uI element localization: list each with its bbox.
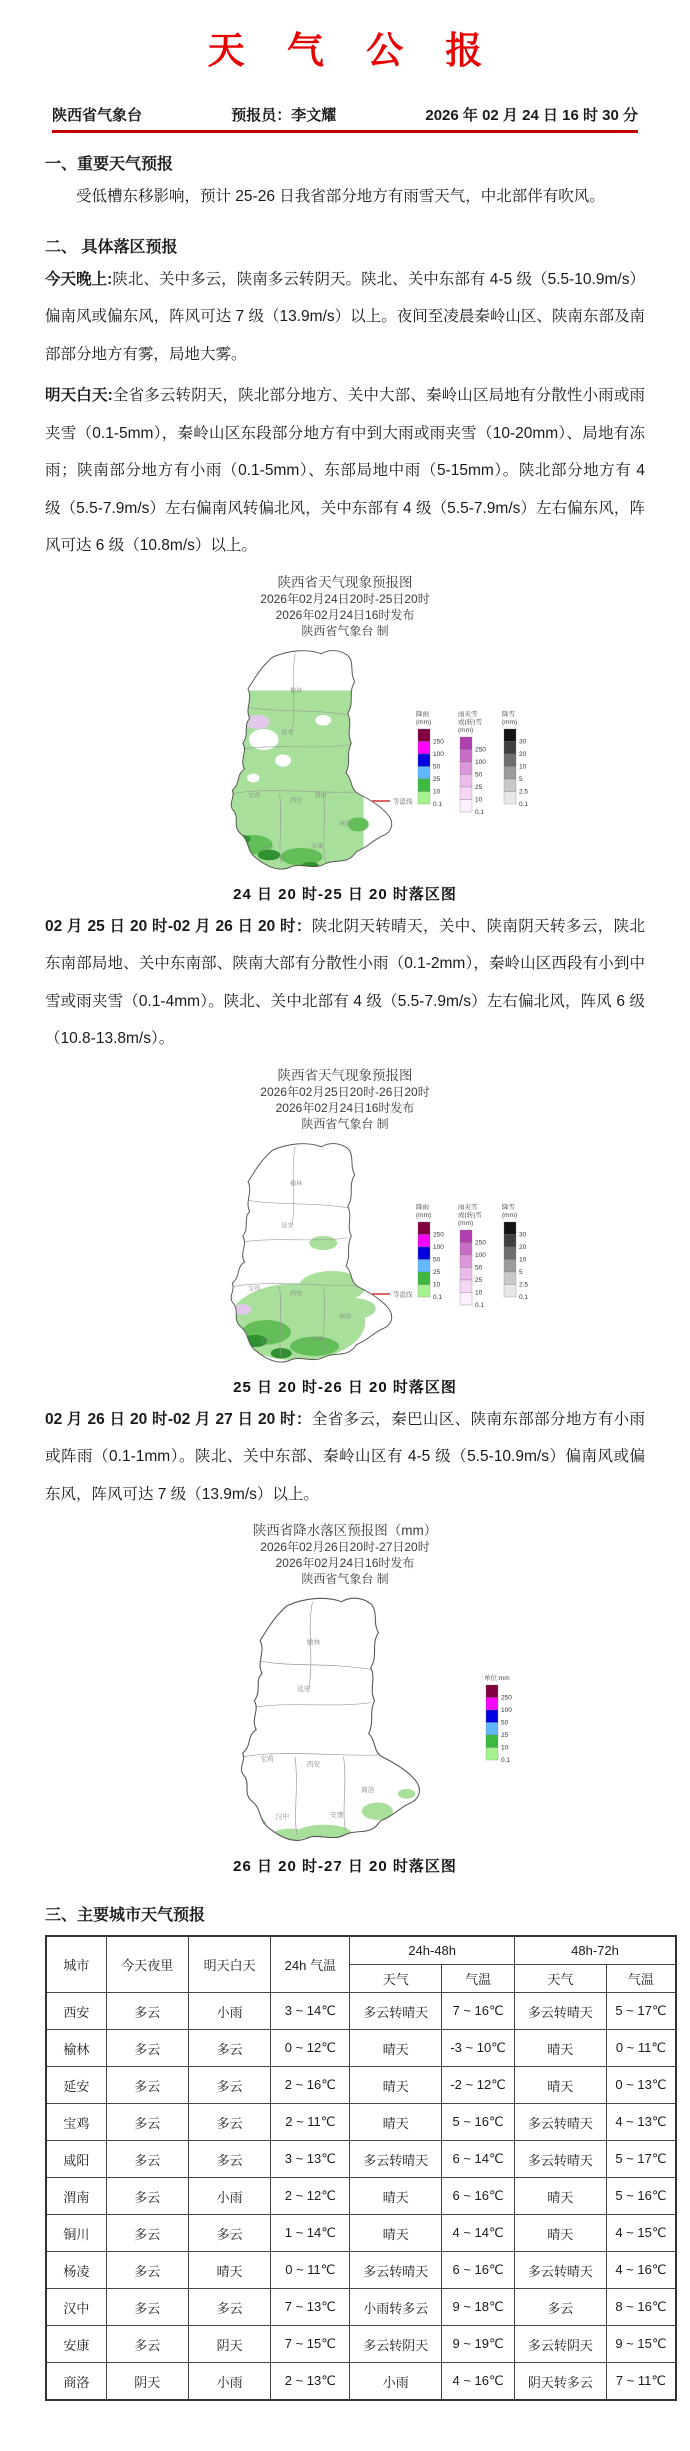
svg-text:50: 50 (433, 1256, 441, 1263)
table-cell: 多云转阴天 (514, 2326, 606, 2363)
table-cell: 2 ~ 12℃ (271, 2178, 350, 2215)
byline-datetime: 2026 年 02 月 24 日 16 时 30 分 (425, 107, 638, 124)
svg-text:50: 50 (475, 771, 483, 778)
map1-header (0, 575, 690, 639)
map1-caption: 24 日 20 时-25 日 20 时落区图 (233, 885, 457, 903)
svg-text:降雪: 降雪 (502, 710, 515, 718)
svg-text:250: 250 (433, 1231, 444, 1238)
section1-heading: 一、重要天气预报 (45, 156, 174, 173)
city-name: 延安 (46, 2067, 106, 2104)
table-cell: 阴天转多云 (514, 2363, 606, 2401)
day2-para: 02 月 25 日 20 时-02 月 26 日 20 时：陕北阴天转晴天，关中、陕南阴天转多云，陕北东南部局地、关中东南部、陕南大部有分散性小雨（0.1-2mm），秦岭山区西段有小到中雪或雨夹雪（0.1-4mm）。陕北、关中北部有 4 级（5.5-7.9m/s）左右偏北风，阵风 6 级（10.8-13.8m/s）。 (45, 917, 645, 1047)
svg-text:30: 30 (519, 738, 527, 745)
city-name: 商洛 (46, 2363, 106, 2401)
svg-text:250: 250 (475, 746, 486, 753)
svg-text:(mm): (mm) (458, 726, 474, 734)
svg-text:25: 25 (475, 783, 483, 791)
table-cell: 0 ~ 12℃ (271, 2030, 350, 2067)
tomorrow-label: 明天白天: (45, 387, 113, 404)
svg-text:100: 100 (475, 758, 486, 766)
legend-sleet-bar (458, 709, 486, 816)
svg-text:2.5: 2.5 (519, 1281, 529, 1288)
map-block-3 (0, 1523, 690, 1876)
svg-text:0.1: 0.1 (501, 1757, 511, 1764)
table-cell: 多云 (106, 2178, 188, 2215)
table-cell: 4 ~ 14℃ (442, 2215, 515, 2252)
svg-text:(mm): (mm) (502, 1211, 518, 1219)
svg-text:10: 10 (519, 763, 527, 770)
svg-text:延安: 延安 (281, 1221, 294, 1229)
table-cell: 4 ~ 16℃ (442, 2363, 515, 2401)
table-row (46, 2178, 676, 2215)
svg-text:西安: 西安 (290, 797, 303, 804)
city-name: 安康 (46, 2326, 106, 2363)
legend-precip-bar (484, 1673, 512, 1764)
svg-text:50: 50 (501, 1719, 509, 1727)
table-cell: 0 ~ 13℃ (606, 2067, 676, 2104)
svg-text:(mm): (mm) (416, 718, 432, 726)
table-cell: 多云转晴天 (514, 2104, 606, 2141)
col-city: 城市 (46, 1936, 106, 1993)
svg-text:250: 250 (475, 1239, 486, 1246)
table-cell: 晴天 (514, 2030, 606, 2067)
svg-text:宝鸡: 宝鸡 (260, 1755, 274, 1763)
map1-maker: 陕西省气象台 制 (301, 623, 389, 638)
table-row (46, 2326, 676, 2363)
svg-text:100: 100 (475, 1251, 486, 1259)
table-cell: 小雨转多云 (350, 2289, 442, 2326)
legend-snow-bar (502, 709, 528, 808)
svg-text:单位:mm: 单位:mm (484, 1675, 510, 1682)
svg-text:降雨: 降雨 (416, 710, 429, 718)
svg-text:西安: 西安 (290, 1290, 303, 1297)
svg-text:10: 10 (433, 1281, 441, 1288)
table-cell: 多云 (106, 2252, 188, 2289)
table-cell: 7 ~ 11℃ (606, 2363, 676, 2401)
city-forecast-table (45, 1935, 677, 2401)
byline-forecaster: 预报员：李文耀 (231, 107, 337, 124)
map-block-2 (0, 1068, 690, 1397)
map2-title: 陕西省天气现象预报图 (277, 1067, 413, 1083)
city-name: 杨凌 (46, 2252, 106, 2289)
col-tonight: 今天夜里 (106, 1936, 188, 1993)
map2-maker: 陕西省气象台 制 (301, 1116, 389, 1131)
svg-text:宝鸡: 宝鸡 (248, 791, 261, 799)
table-cell: 多云 (188, 2141, 270, 2178)
precipitation-map-3 (130, 1589, 560, 1851)
city-name: 宝鸡 (46, 2104, 106, 2141)
map1-issued: 2026年02月24日16时发布 (275, 607, 415, 622)
table-cell: 多云转晴天 (350, 1993, 442, 2030)
table-cell: 3 ~ 14℃ (271, 1993, 350, 2030)
table-cell: 4 ~ 16℃ (606, 2252, 676, 2289)
svg-text:(mm): (mm) (502, 718, 518, 726)
day3-label: 02 月 26 日 20 时-02 月 27 日 20 时： (45, 1410, 312, 1428)
svg-text:渭南: 渭南 (314, 791, 327, 799)
table-cell: 多云 (514, 2289, 606, 2326)
table-cell: 晴天 (350, 2067, 442, 2104)
section2-heading: 二、 具体落区预报 (45, 238, 178, 256)
svg-text:等温线: 等温线 (393, 798, 413, 805)
table-cell: 小雨 (188, 2363, 270, 2401)
table-cell: 4 ~ 15℃ (606, 2215, 676, 2252)
table-cell: 多云 (188, 2104, 270, 2141)
city-name: 西安 (46, 1993, 106, 2030)
svg-text:安康: 安康 (329, 1812, 344, 1820)
legend-rain-bar (416, 1202, 444, 1301)
table-cell: 晴天 (350, 2178, 442, 2215)
svg-text:25: 25 (475, 1276, 483, 1284)
table-cell: 多云 (106, 2215, 188, 2252)
svg-text:250: 250 (433, 738, 444, 745)
table-cell: 5 ~ 17℃ (606, 2141, 676, 2178)
byline-org: 陕西省气象台 (52, 107, 143, 124)
table-cell: 5 ~ 16℃ (606, 2178, 676, 2215)
table-cell: 多云 (106, 2067, 188, 2104)
day3-para: 02 月 26 日 20 时-02 月 27 日 20 时：全省多云，秦巴山区、陕南东部部分地方有小雨或阵雨（0.1-1mm）。陕北、关中东部、秦岭山区有 4-5 级（5.5-10.9m/s）偏南风或偏东风，阵风可达 7 级（13.9m/s）以上。 (45, 1410, 645, 1503)
table-cell: 9 ~ 18℃ (442, 2289, 515, 2326)
svg-text:10: 10 (501, 1744, 509, 1752)
map3-header (0, 1523, 690, 1587)
svg-text:10: 10 (519, 1256, 527, 1263)
map3-caption: 26 日 20 时-27 日 20 时落区图 (233, 1858, 457, 1875)
table-cell: 多云 (188, 2067, 270, 2104)
weather-phenomena-map-2 (130, 1134, 560, 1372)
table-row (46, 2215, 676, 2252)
table-cell: 9 ~ 19℃ (442, 2326, 515, 2363)
city-name: 铜川 (46, 2215, 106, 2252)
svg-text:100: 100 (433, 1243, 444, 1251)
table-cell: 多云 (188, 2215, 270, 2252)
table-row (46, 1993, 676, 2030)
table-cell: 阴天 (106, 2363, 188, 2401)
svg-text:50: 50 (433, 763, 441, 770)
svg-text:安康: 安康 (311, 1335, 324, 1343)
table-row (46, 2104, 676, 2141)
table-cell: 多云转晴天 (514, 2141, 606, 2178)
day2-label: 02 月 25 日 20 时-02 月 26 日 20 时： (45, 917, 312, 935)
table-row (46, 2289, 676, 2326)
legend-isoline (372, 796, 413, 805)
map2-caption: 25 日 20 时-26 日 20 时落区图 (233, 1378, 457, 1396)
svg-text:商洛: 商洛 (339, 819, 352, 827)
table-cell: 多云 (106, 2030, 188, 2067)
svg-text:5: 5 (519, 1268, 523, 1276)
table-cell: 7 ~ 13℃ (271, 2289, 350, 2326)
svg-text:或(转)雪: 或(转)雪 (458, 718, 482, 726)
table-cell: 3 ~ 13℃ (271, 2141, 350, 2178)
legend-isoline (372, 1289, 413, 1298)
legend-snow-bar (502, 1202, 528, 1301)
tonight-para: 今天晚上:陕北、关中多云，陕南多云转阴天。陕北、关中东部有 4-5 级（5.5-10.9m/s）偏南风或偏东风，阵风可达 7 级（13.9m/s）以上。夜间至凌晨秦岭山区、陕南东部及南部部分地方有雾，局地大雾。 (45, 270, 645, 363)
svg-text:延安: 延安 (296, 1685, 311, 1693)
svg-text:0.1: 0.1 (475, 808, 485, 816)
map-block-1 (0, 575, 690, 904)
table-cell: 晴天 (514, 2215, 606, 2252)
city-name: 汉中 (46, 2289, 106, 2326)
svg-text:雨夹雪: 雨夹雪 (458, 1203, 478, 1211)
table-cell: -3 ~ 10℃ (442, 2030, 515, 2067)
map2-issued: 2026年02月24日16时发布 (275, 1100, 415, 1115)
col-weather-4872: 天气 (514, 1965, 606, 1993)
table-cell: 晴天 (350, 2030, 442, 2067)
col-tomorrow: 明天白天 (188, 1936, 270, 1993)
svg-text:0.1: 0.1 (519, 800, 529, 808)
map3-maker: 陕西省气象台 制 (301, 1572, 389, 1586)
table-cell: 晴天 (514, 2178, 606, 2215)
table-header (46, 1936, 676, 1993)
map2-header (0, 1068, 690, 1132)
map3-issued: 2026年02月24日16时发布 (275, 1556, 415, 1570)
table-cell: 2 ~ 13℃ (271, 2363, 350, 2401)
table-cell: 多云 (106, 2326, 188, 2363)
table-cell: 小雨 (188, 2178, 270, 2215)
svg-text:汉中: 汉中 (262, 844, 275, 852)
col-weather-2448: 天气 (350, 1965, 442, 1993)
city-name: 咸阳 (46, 2141, 106, 2178)
city-name: 榆林 (46, 2030, 106, 2067)
svg-text:50: 50 (475, 1264, 483, 1271)
table-cell: 多云 (106, 2141, 188, 2178)
svg-text:汉中: 汉中 (275, 1813, 290, 1821)
svg-text:30: 30 (519, 1231, 527, 1238)
svg-text:25: 25 (433, 1268, 441, 1276)
table-cell: 多云 (106, 2104, 188, 2141)
svg-text:20: 20 (519, 1243, 527, 1251)
table-cell: -2 ~ 12℃ (442, 2067, 515, 2104)
table-cell: 0 ~ 11℃ (606, 2030, 676, 2067)
page-title: 天 气 公 报 (207, 30, 499, 71)
table-cell: 晴天 (514, 2067, 606, 2104)
svg-text:延安: 延安 (281, 728, 294, 736)
svg-text:0.1: 0.1 (433, 1293, 443, 1301)
svg-text:5: 5 (519, 775, 523, 783)
table-cell: 阴天 (188, 2326, 270, 2363)
svg-text:10: 10 (475, 796, 483, 803)
svg-text:安康: 安康 (311, 842, 324, 850)
svg-text:20: 20 (519, 750, 527, 758)
table-cell: 晴天 (188, 2252, 270, 2289)
table-cell: 0 ~ 11℃ (271, 2252, 350, 2289)
table-cell: 小雨 (350, 2363, 442, 2401)
table-row (46, 2363, 676, 2401)
map3-period: 2026年02月26日20时-27日20时 (260, 1540, 430, 1554)
svg-text:(mm): (mm) (416, 1211, 432, 1219)
city-name: 渭南 (46, 2178, 106, 2215)
svg-text:10: 10 (433, 788, 441, 795)
svg-text:0.1: 0.1 (433, 800, 443, 808)
legend-rain-bar (416, 709, 444, 808)
table-cell: 多云 (106, 2289, 188, 2326)
important-forecast-para: 受低槽东移影响，预计 25-26 日我省部分地方有雨雪天气，中北部伴有吹风。 (76, 188, 605, 205)
table-cell: 多云转阴天 (350, 2326, 442, 2363)
table-row (46, 2030, 676, 2067)
svg-text:10: 10 (475, 1289, 483, 1296)
map1-title: 陕西省天气现象预报图 (277, 574, 413, 590)
svg-text:2.5: 2.5 (519, 788, 529, 795)
tonight-label: 今天晚上: (45, 270, 113, 288)
byline (52, 104, 638, 133)
svg-text:100: 100 (433, 750, 444, 758)
table-cell: 5 ~ 17℃ (606, 1993, 676, 2030)
table-cell: 多云 (188, 2289, 270, 2326)
table-row (46, 2252, 676, 2289)
map3-title: 陕西省降水落区预报图（mm） (252, 1523, 438, 1538)
map1-period: 2026年02月24日20时-25日20时 (260, 591, 430, 606)
col-temp24: 24h 气温 (271, 1936, 350, 1993)
table-cell: 2 ~ 16℃ (271, 2067, 350, 2104)
svg-text:降雨: 降雨 (416, 1203, 429, 1211)
svg-text:250: 250 (501, 1694, 512, 1702)
table-cell: 6 ~ 16℃ (442, 2178, 515, 2215)
svg-text:100: 100 (501, 1707, 512, 1714)
table-cell: 多云转晴天 (514, 1993, 606, 2030)
svg-text:榆林: 榆林 (290, 686, 303, 694)
svg-text:汉中: 汉中 (262, 1337, 275, 1345)
svg-text:雨夹雪: 雨夹雪 (458, 710, 478, 718)
table-cell: 8 ~ 16℃ (606, 2289, 676, 2326)
table-cell: 晴天 (350, 2215, 442, 2252)
table-cell: 晴天 (350, 2104, 442, 2141)
svg-text:等温线: 等温线 (393, 1291, 413, 1298)
table-cell: 2 ~ 11℃ (271, 2104, 350, 2141)
svg-text:(mm): (mm) (458, 1219, 474, 1227)
svg-text:25: 25 (501, 1732, 509, 1739)
svg-text:西安: 西安 (306, 1761, 321, 1769)
tomorrow-para: 明天白天:全省多云转阴天，陕北部分地方、关中大部、秦岭山区局地有分散性小雨或雨夹雪（0.1-5mm），秦岭山区东段部分地方有中到大雨或雨夹雪（10-20mm）、局地有冻雨；陕南部分地方有小雨（0.1-5mm）、东部局地中雨（5-15mm）。陕北部分地方有 4 级（5.5-7.9m/s）左右偏南风转偏北风，关中东部有 4 级（5.5-7.9m/s）左右偏东风，阵风可达 6 级（10.8m/s）以上。 (45, 387, 645, 554)
section3-heading: 三、主要城市天气预报 (45, 1907, 206, 1924)
table-cell: 多云转晴天 (514, 2252, 606, 2289)
table-cell: 多云转晴天 (350, 2252, 442, 2289)
svg-text:商洛: 商洛 (360, 1786, 375, 1794)
table-cell: 多云转晴天 (350, 2141, 442, 2178)
table-cell: 1 ~ 14℃ (271, 2215, 350, 2252)
table-cell: 7 ~ 16℃ (442, 1993, 515, 2030)
svg-text:商洛: 商洛 (339, 1312, 352, 1320)
table-row (46, 2067, 676, 2104)
svg-text:0.1: 0.1 (475, 1301, 485, 1309)
table-cell: 6 ~ 14℃ (442, 2141, 515, 2178)
svg-text:榆林: 榆林 (290, 1179, 303, 1187)
table-cell: 小雨 (188, 1993, 270, 2030)
map2-period: 2026年02月25日20时-26日20时 (260, 1084, 430, 1099)
table-cell: 多云 (188, 2030, 270, 2067)
svg-text:降雪: 降雪 (502, 1203, 515, 1211)
table-row (46, 2141, 676, 2178)
table-cell: 5 ~ 16℃ (442, 2104, 515, 2141)
col-temp-4872: 气温 (606, 1965, 676, 1993)
svg-text:宝鸡: 宝鸡 (248, 1284, 261, 1292)
svg-text:0.1: 0.1 (519, 1293, 529, 1301)
table-cell: 4 ~ 13℃ (606, 2104, 676, 2141)
svg-text:或(转)雪: 或(转)雪 (458, 1211, 482, 1219)
col-temp-2448: 气温 (442, 1965, 515, 1993)
weather-phenomena-map-1 (130, 641, 560, 879)
col-48h-72h: 48h-72h (514, 1936, 676, 1965)
table-cell: 7 ~ 15℃ (271, 2326, 350, 2363)
svg-text:榆林: 榆林 (306, 1639, 321, 1647)
table-cell: 多云 (106, 1993, 188, 2030)
legend-sleet-bar (458, 1202, 486, 1309)
table-cell: 6 ~ 16℃ (442, 2252, 515, 2289)
table-cell: 9 ~ 15℃ (606, 2326, 676, 2363)
svg-text:25: 25 (433, 775, 441, 783)
col-24h-48h: 24h-48h (350, 1936, 515, 1965)
table-body (46, 1993, 676, 2401)
